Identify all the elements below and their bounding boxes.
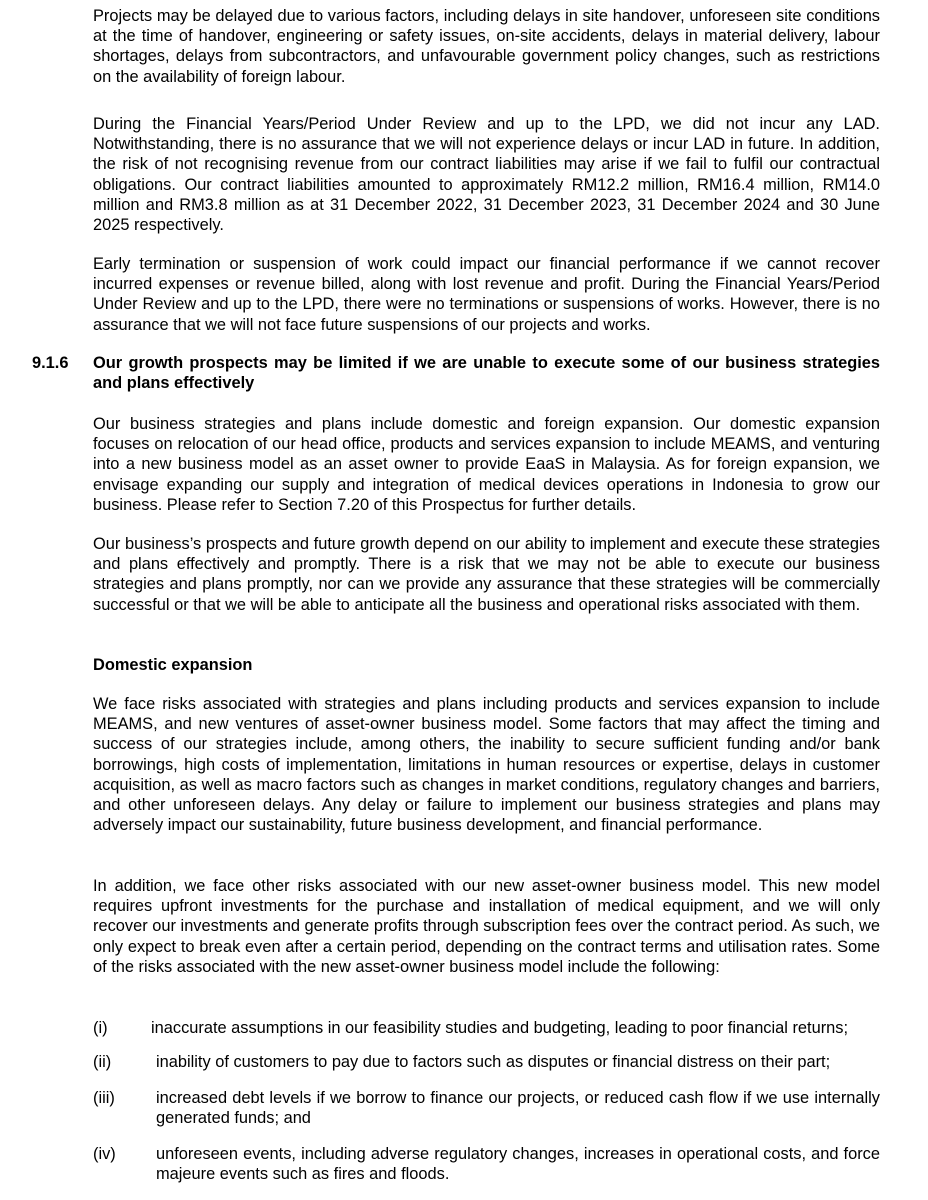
list-item-text: inability of customers to pay due to factors such as disputes or financial distress on their part;	[156, 1053, 831, 1071]
paragraph-project-delays: Projects may be delayed due to various factors, including delays in site handover, unforeseen site conditions at the time of handover, engineering or safety issues, on-site accidents, delays in material delivery, labour shortages, delays from subcontractors, and unfavourable government policy changes, such as restrictions on the availability of foreign labour.	[93, 7, 880, 86]
section-title: Our growth prospects may be limited if we are unable to execute some of our business strategies and plans effectively	[93, 354, 880, 393]
paragraph-domestic-risks: We face risks associated with strategies and plans including products and services expansion to include MEAMS, and new ventures of asset-owner business model. Some factors that may affect the timing and success of our strategies include, among others, the inability to secure sufficient funding and/or bank borrowings, high costs of implementation, limitations in human resources or expertise, delays in customer acquisition, as well as macro factors such as changes in market conditions, regulatory changes and barriers, and other unforeseen delays. Any delay or failure to implement our business strategies and plans may adversely impact our sustainability, future business development, and financial performance.	[93, 695, 880, 835]
subheading-domestic-expansion: Domestic expansion	[93, 656, 253, 674]
list-item-number: (iii)	[93, 1089, 115, 1107]
paragraph-growth-prospects: Our business’s prospects and future growth depend on our ability to implement and execute these strategies and plans effectively and promptly. There is a risk that we may not be able to execute our business strategies and plans promptly, nor can we provide any assurance that these strategies will be commercially successful or that we will be able to anticipate all the business and operational risks associated with them.	[93, 535, 880, 614]
paragraph-business-strategies: Our business strategies and plans include domestic and foreign expansion. Our domestic expansion focuses on relocation of our head office, products and services expansion to include MEAMS, and venturing into a new business model as an asset owner to provide EaaS in Malaysia. As for foreign expansion, we envisage expanding our supply and integration of medical devices operations in Indonesia to grow our business. Please refer to Section 7.20 of this Prospectus for further details.	[93, 415, 880, 514]
list-item-text: increased debt levels if we borrow to finance our projects, or reduced cash flow if we use internally generated funds; and	[156, 1089, 880, 1128]
list-item-number: (ii)	[93, 1053, 112, 1071]
list-item-text: unforeseen events, including adverse regulatory changes, increases in operational costs, and force majeure events such as fires and floods.	[156, 1145, 880, 1184]
list-item-number: (i)	[93, 1019, 108, 1037]
section-number: 9.1.6	[32, 354, 69, 372]
paragraph-termination-suspension: Early termination or suspension of work could impact our financial performance if we cannot recover incurred expenses or revenue billed, along with lost revenue and profit. During the Financial Years/Period Under Review and up to the LPD, there were no terminations or suspensions of works. However, there is no assurance that we will not face future suspensions of our projects and works.	[93, 255, 880, 334]
paragraph-lad-contract-liabilities: During the Financial Years/Period Under Review and up to the LPD, we did not incur any LAD. Notwithstanding, there is no assurance that we will not experience delays or incur LAD in future. In addition, the risk of not recognising revenue from our contract liabilities may arise if we fail to fulfil our contractual obligations. Our contract liabilities amounted to approximately RM12.2 million, RM16.4 million, RM14.0 million and RM3.8 million as at 31 December 2022, 31 December 2023, 31 December 2024 and 30 June 2025 respectively.	[93, 115, 880, 235]
paragraph-asset-owner-model: In addition, we face other risks associated with our new asset-owner business model. This new model requires upfront investments for the purchase and installation of medical equipment, and we will only recover our investments and generate profits through subscription fees over the contract period. As such, we only expect to break even after a certain period, depending on the contract terms and utilisation rates. Some of the risks associated with the new asset-owner business model include the following:	[93, 877, 880, 976]
list-item-number: (iv)	[93, 1145, 116, 1163]
list-item-text: inaccurate assumptions in our feasibility studies and budgeting, leading to poor financial returns;	[151, 1019, 849, 1037]
